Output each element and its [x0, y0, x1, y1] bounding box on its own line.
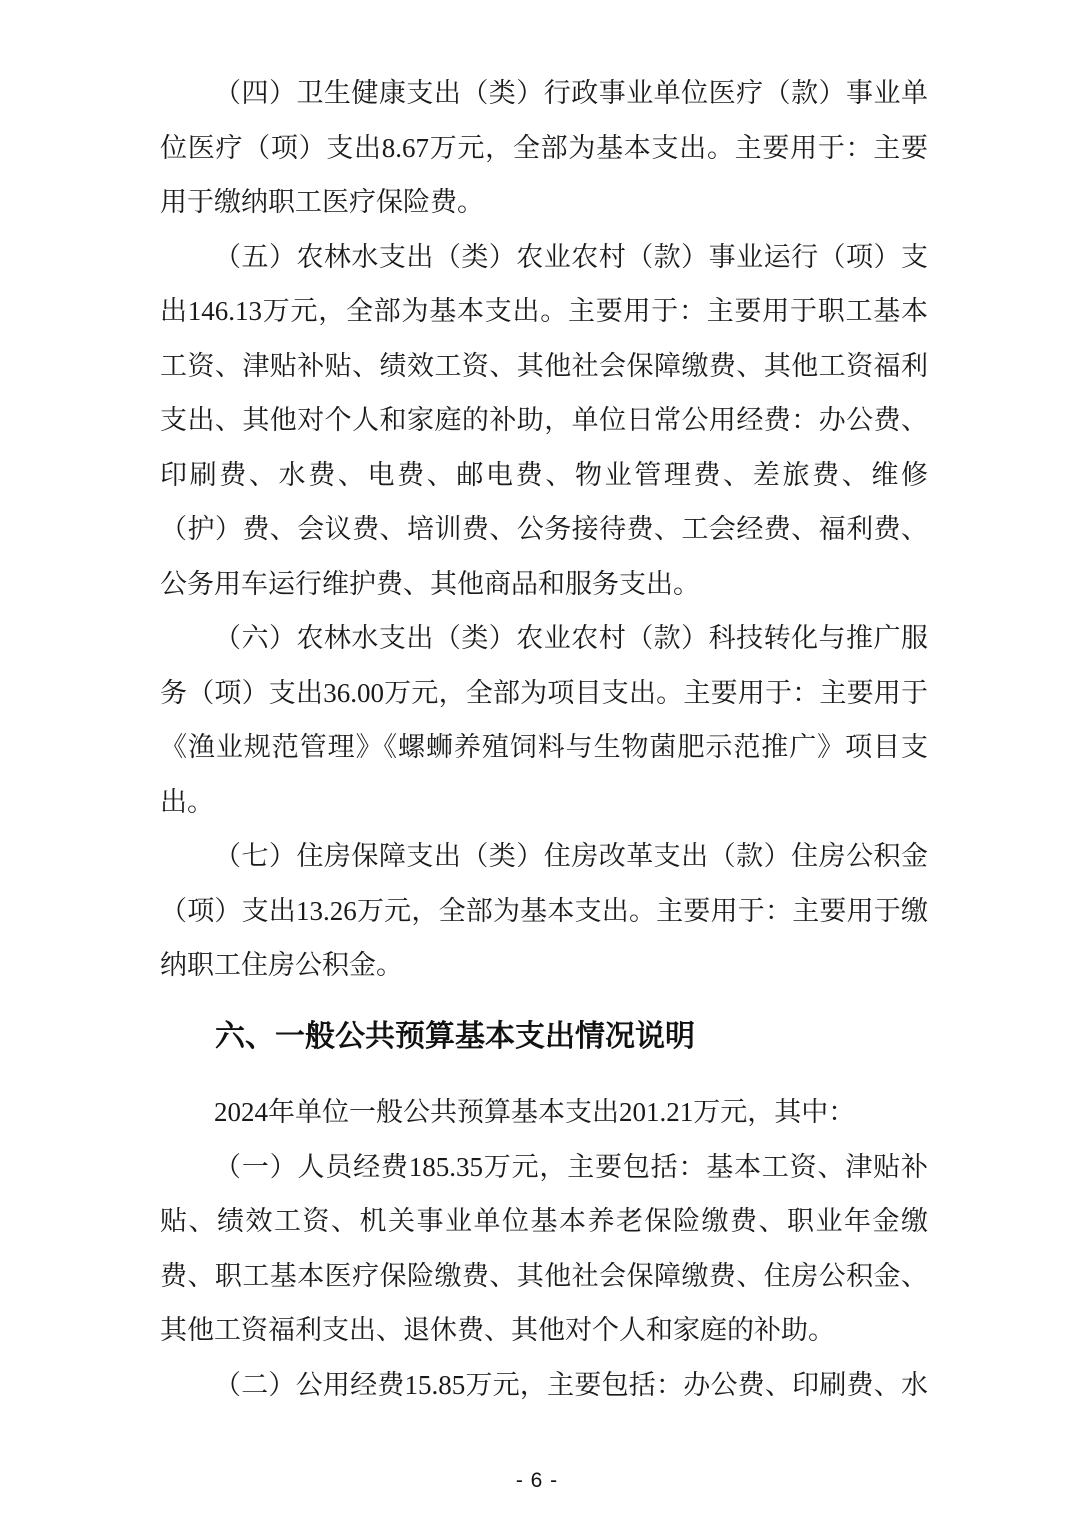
text-line: 工资、津贴补贴、绩效工资、其他社会保障缴费、其他工资福利: [160, 350, 928, 381]
page-number: - 6 -: [515, 1469, 559, 1492]
text-line: （七）住房保障支出（类）住房改革支出（款）住房公积金: [214, 841, 928, 871]
para-2024-basic-expenditure-total: [160, 1085, 928, 1140]
text-line: 费、职工基本医疗保险缴费、其他社会保障缴费、住房公积金、: [160, 1260, 928, 1291]
text-line: 出146.13万元，全部为基本支出。主要用于：主要用于职工基本: [160, 296, 928, 326]
para-personnel-funds: [160, 1140, 928, 1358]
page-body: [160, 66, 928, 1412]
text-line: 务（项）支出36.00万元，全部为项目支出。主要用于：主要用于: [160, 677, 928, 708]
para-agriculture-tech-promotion: [160, 611, 928, 829]
text-line: 出。: [160, 786, 214, 817]
text-line: 纳职工住房公积金。: [160, 950, 403, 980]
section-heading-basic-expenditure: 六、一般公共预算基本支出情况说明: [215, 1019, 695, 1053]
text-line: 用于缴纳职工医疗保险费。: [160, 187, 484, 217]
para-health-expenditure: [160, 66, 928, 230]
text-line: 2024年单位一般公共预算基本支出201.21万元，其中：: [214, 1097, 856, 1127]
text-line: 其他工资福利支出、退休费、其他对个人和家庭的补助。: [160, 1315, 835, 1345]
para-housing-security: [160, 829, 928, 993]
text-line: （一）人员经费185.35万元，主要包括：基本工资、津贴补: [214, 1151, 928, 1182]
para-public-funds: [160, 1358, 928, 1413]
para-agriculture-operation: [160, 230, 928, 612]
text-line: 贴、绩效工资、机关事业单位基本养老保险缴费、职业年金缴: [160, 1206, 928, 1236]
text-line: （项）支出13.26万元，全部为基本支出。主要用于：主要用于缴: [160, 895, 928, 926]
text-line: （护）费、会议费、培训费、公务接待费、工会经费、福利费、: [160, 514, 928, 544]
text-line: （六）农林水支出（类）农业农村（款）科技转化与推广服: [214, 623, 928, 653]
text-line: 位医疗（项）支出8.67万元，全部为基本支出。主要用于：主要: [160, 132, 928, 163]
text-line: （二）公用经费15.85万元，主要包括：办公费、印刷费、水: [214, 1369, 928, 1400]
text-line: 印刷费、水费、电费、邮电费、物业管理费、差旅费、维修: [160, 459, 928, 490]
text-line: 支出、其他对个人和家庭的补助，单位日常公用经费：办公费、: [160, 405, 928, 435]
text-line: 公务用车运行维护费、其他商品和服务支出。: [160, 568, 700, 599]
text-line: （四）卫生健康支出（类）行政事业单位医疗（款）事业单: [214, 78, 928, 108]
text-line: 《渔业规范管理》《螺蛳养殖饲料与生物菌肥示范推广》项目支: [160, 732, 928, 762]
text-line: （五）农林水支出（类）农业农村（款）事业运行（项）支: [214, 241, 928, 272]
